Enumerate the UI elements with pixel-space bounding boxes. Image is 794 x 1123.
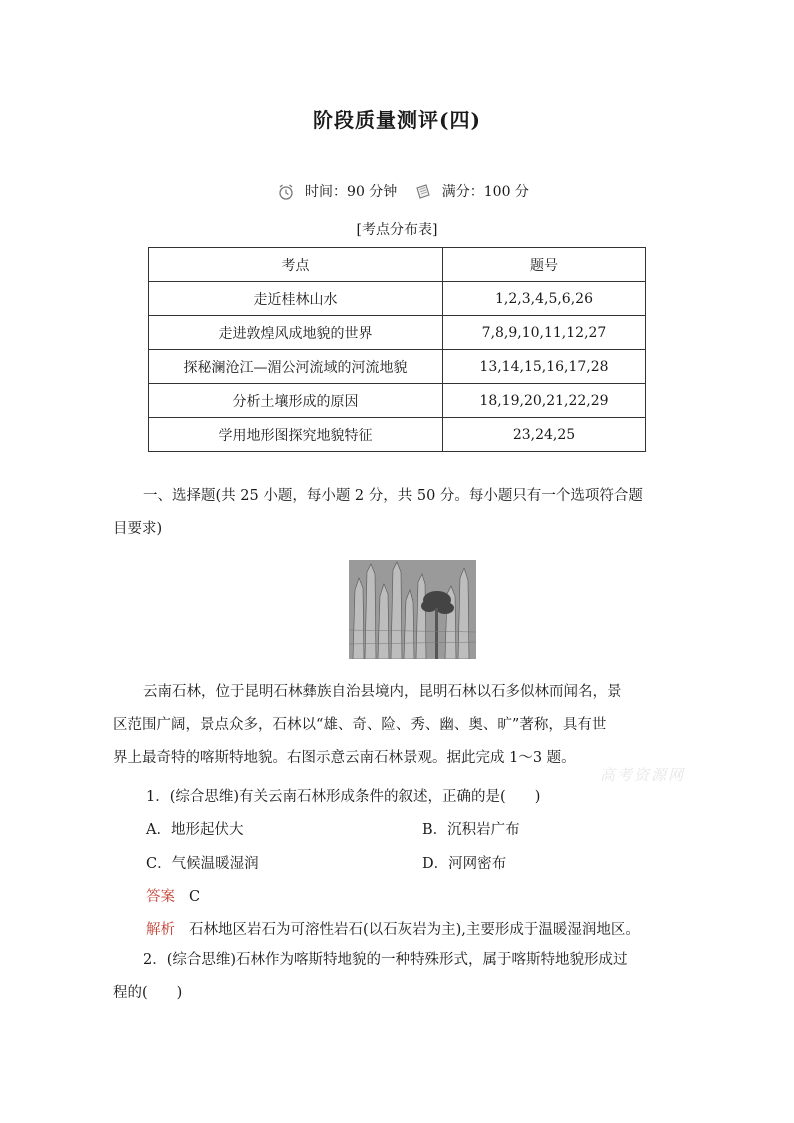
table-caption: [考点分布表]	[356, 222, 438, 238]
table-cell: 7,8,9,10,11,12,27	[443, 316, 646, 350]
section-heading-line: 目要求)	[113, 521, 163, 537]
table-cell: 走进敦煌风成地貌的世界	[149, 316, 443, 350]
question-2-line: 程的( )	[113, 985, 183, 1001]
exam-time: 时间：90 分钟	[305, 184, 398, 200]
table-cell: 1,2,3,4,5,6,26	[443, 282, 646, 316]
option-b: B．沉积岩广布	[422, 822, 520, 838]
passage-line: 界上最奇特的喀斯特地貌。右图示意云南石林景观。据此完成 1～3 题。	[113, 750, 576, 766]
table-header-cell: 考点	[149, 248, 443, 282]
section-heading-line: 一、选择题(共 25 小题，每小题 2 分，共 50 分。每小题只有一个选项符合题	[143, 488, 643, 504]
option-c: C．气候温暖湿润	[146, 856, 259, 872]
analysis-label: 解析	[146, 922, 175, 938]
table-row	[149, 316, 646, 350]
stone-forest-photo	[349, 560, 476, 659]
option-d: D．河网密布	[422, 856, 507, 872]
table-cell: 23,24,25	[443, 418, 646, 452]
exam-score: 满分：100 分	[441, 184, 529, 200]
table-cell: 分析土壤形成的原因	[149, 384, 443, 418]
answer-line	[146, 885, 200, 906]
exam-meta	[0, 181, 794, 201]
table-header-row	[149, 248, 646, 282]
table-header-cell: 题号	[443, 248, 646, 282]
question-2-stem	[113, 944, 683, 1010]
question-1-stem: 1．(综合思维)有关云南石林形成条件的叙述，正确的是( )	[146, 789, 541, 805]
page-title: 阶段质量测评(四)	[313, 108, 481, 132]
table-cell: 学用地形图探究地貌特征	[149, 418, 443, 452]
passage-line: 云南石林，位于昆明石林彝族自治县境内，昆明石林以石多似林而闻名，景	[143, 684, 622, 700]
table-cell: 18,19,20,21,22,29	[443, 384, 646, 418]
topic-distribution-table	[148, 247, 646, 452]
analysis-line	[146, 918, 640, 939]
question-2-line: 2．(综合思维)石林作为喀斯特地貌的一种特殊形式，属于喀斯特地貌形成过	[143, 952, 628, 968]
table-row	[149, 282, 646, 316]
option-a: A．地形起伏大	[146, 822, 244, 838]
table-row	[149, 350, 646, 384]
passage-line: 区范围广阔，景点众多，石林以“雄、奇、险、秀、幽、奥、旷”著称，具有世	[113, 717, 607, 733]
paper-icon	[414, 183, 432, 201]
table-cell: 走近桂林山水	[149, 282, 443, 316]
answer-value: C	[189, 889, 201, 905]
alarm-clock-icon	[277, 183, 295, 201]
analysis-text: 石林地区岩石为可溶性岩石(以石灰岩为主),主要形成于温暖湿润地区。	[189, 922, 640, 938]
passage	[113, 676, 683, 775]
table-cell: 13,14,15,16,17,28	[443, 350, 646, 384]
table-cell: 探秘澜沧江—湄公河流域的河流地貌	[149, 350, 443, 384]
table-row	[149, 418, 646, 452]
answer-label: 答案	[146, 889, 175, 905]
table-row	[149, 384, 646, 418]
section-heading	[113, 480, 683, 546]
watermark: 高考资源网	[600, 766, 686, 784]
